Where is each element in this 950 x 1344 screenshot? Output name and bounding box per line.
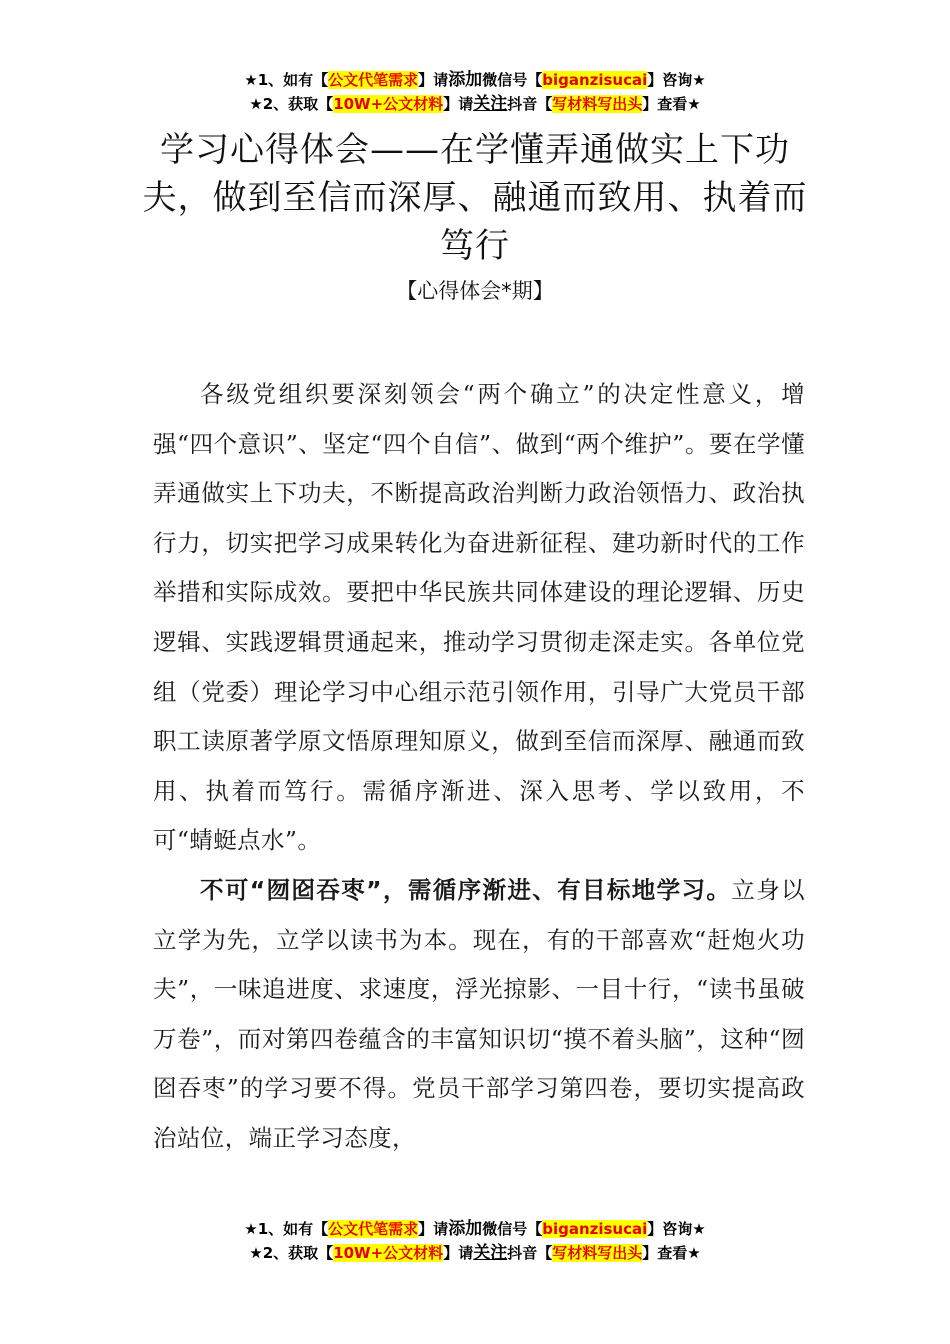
banner-text: 】请 bbox=[443, 1244, 474, 1262]
body-paragraph: 各级党组织要深刻领会“两个确立”的决定性意义，增强“四个意识”、坚定“四个自信”、做到“两个维护”。要在学懂弄通做实上下功夫，不断提高政治判断力政治领悟力、政治执行力，切实把学习成果转化为奋进新征程、建功新时代的工作举措和实际成效。要把中华民族共同体建设的理论逻辑、历史逻辑、实践逻辑贯通起来，推动学习贯彻走深走实。各单位党组（党委）理论学习中心组示范引领作用，引导广大党员干部职工读原著学原文悟原理知原义，做到至信而深厚、融通而致用、执着而笃行。需循序渐进、深入思考、学以致用，不可“蜻蜓点水”。 bbox=[153, 380, 805, 855]
banner-text: 】请 bbox=[443, 95, 474, 113]
banner-emphasis: 添加 bbox=[448, 1219, 483, 1239]
paragraph-text: 立身以立学为先，立学以读书为本。现在，有的干部喜欢“赶炮火功夫”，一味追进度、求速度，浮光掠影、一目十行，“读书虽破万卷”，而对第四卷蕴含的丰富知识切“摸不着头脑”，这种“囫囵吞枣”的学习要不得。党员干部学习第四卷，要切实提高政治站位，端正学习态度， bbox=[153, 875, 805, 1152]
banner-line-2 bbox=[0, 92, 950, 116]
document-title: 学习心得体会——在学懂弄通做实上下功夫，做到至信而深厚、融通而致用、执着而笃行 bbox=[142, 130, 808, 266]
banner-emphasis: 添加 bbox=[448, 70, 483, 90]
banner-text: 抖音【 bbox=[507, 1244, 553, 1262]
banner-highlight: 写材料写出头 bbox=[552, 95, 643, 113]
footer-banner bbox=[0, 1217, 950, 1265]
banner-text: 抖音【 bbox=[507, 95, 553, 113]
banner-emphasis: 关注 bbox=[473, 1243, 508, 1263]
banner-highlight: 公文代笔需求 bbox=[328, 71, 419, 89]
banner-highlight: 写材料写出头 bbox=[552, 1244, 643, 1262]
banner-text: 微信号【 bbox=[482, 1220, 543, 1238]
banner-text: 】查看★ bbox=[642, 95, 701, 113]
banner-line-1 bbox=[0, 1217, 950, 1241]
header-banner bbox=[0, 68, 950, 116]
banner-text: ★2、获取【 bbox=[249, 1244, 334, 1262]
banner-text: 】请 bbox=[418, 1220, 449, 1238]
banner-emphasis: 关注 bbox=[473, 94, 508, 114]
document-body bbox=[153, 370, 805, 1164]
banner-text: 】咨询★ bbox=[647, 1220, 706, 1238]
banner-text: 】查看★ bbox=[642, 1244, 701, 1262]
banner-highlight: 10W+公文材料 bbox=[333, 95, 444, 113]
banner-line-2 bbox=[0, 1241, 950, 1265]
banner-text: 】咨询★ bbox=[647, 71, 706, 89]
banner-text: 】请 bbox=[418, 71, 449, 89]
banner-line-1 bbox=[0, 68, 950, 92]
paragraph-lead: 不可“囫囵吞枣”，需循序渐进、有目标地学习。 bbox=[200, 875, 732, 904]
banner-highlight: 公文代笔需求 bbox=[328, 1220, 419, 1238]
banner-text: ★2、获取【 bbox=[249, 95, 334, 113]
banner-text: ★1、如有【 bbox=[244, 1220, 329, 1238]
banner-highlight: biganzisucai bbox=[542, 71, 648, 89]
banner-highlight: biganzisucai bbox=[542, 1220, 648, 1238]
banner-highlight: 10W+公文材料 bbox=[333, 1244, 444, 1262]
banner-text: ★1、如有【 bbox=[244, 71, 329, 89]
body-paragraph bbox=[153, 866, 805, 1164]
document-subtitle: 【心得体会*期】 bbox=[396, 279, 554, 303]
banner-text: 微信号【 bbox=[482, 71, 543, 89]
